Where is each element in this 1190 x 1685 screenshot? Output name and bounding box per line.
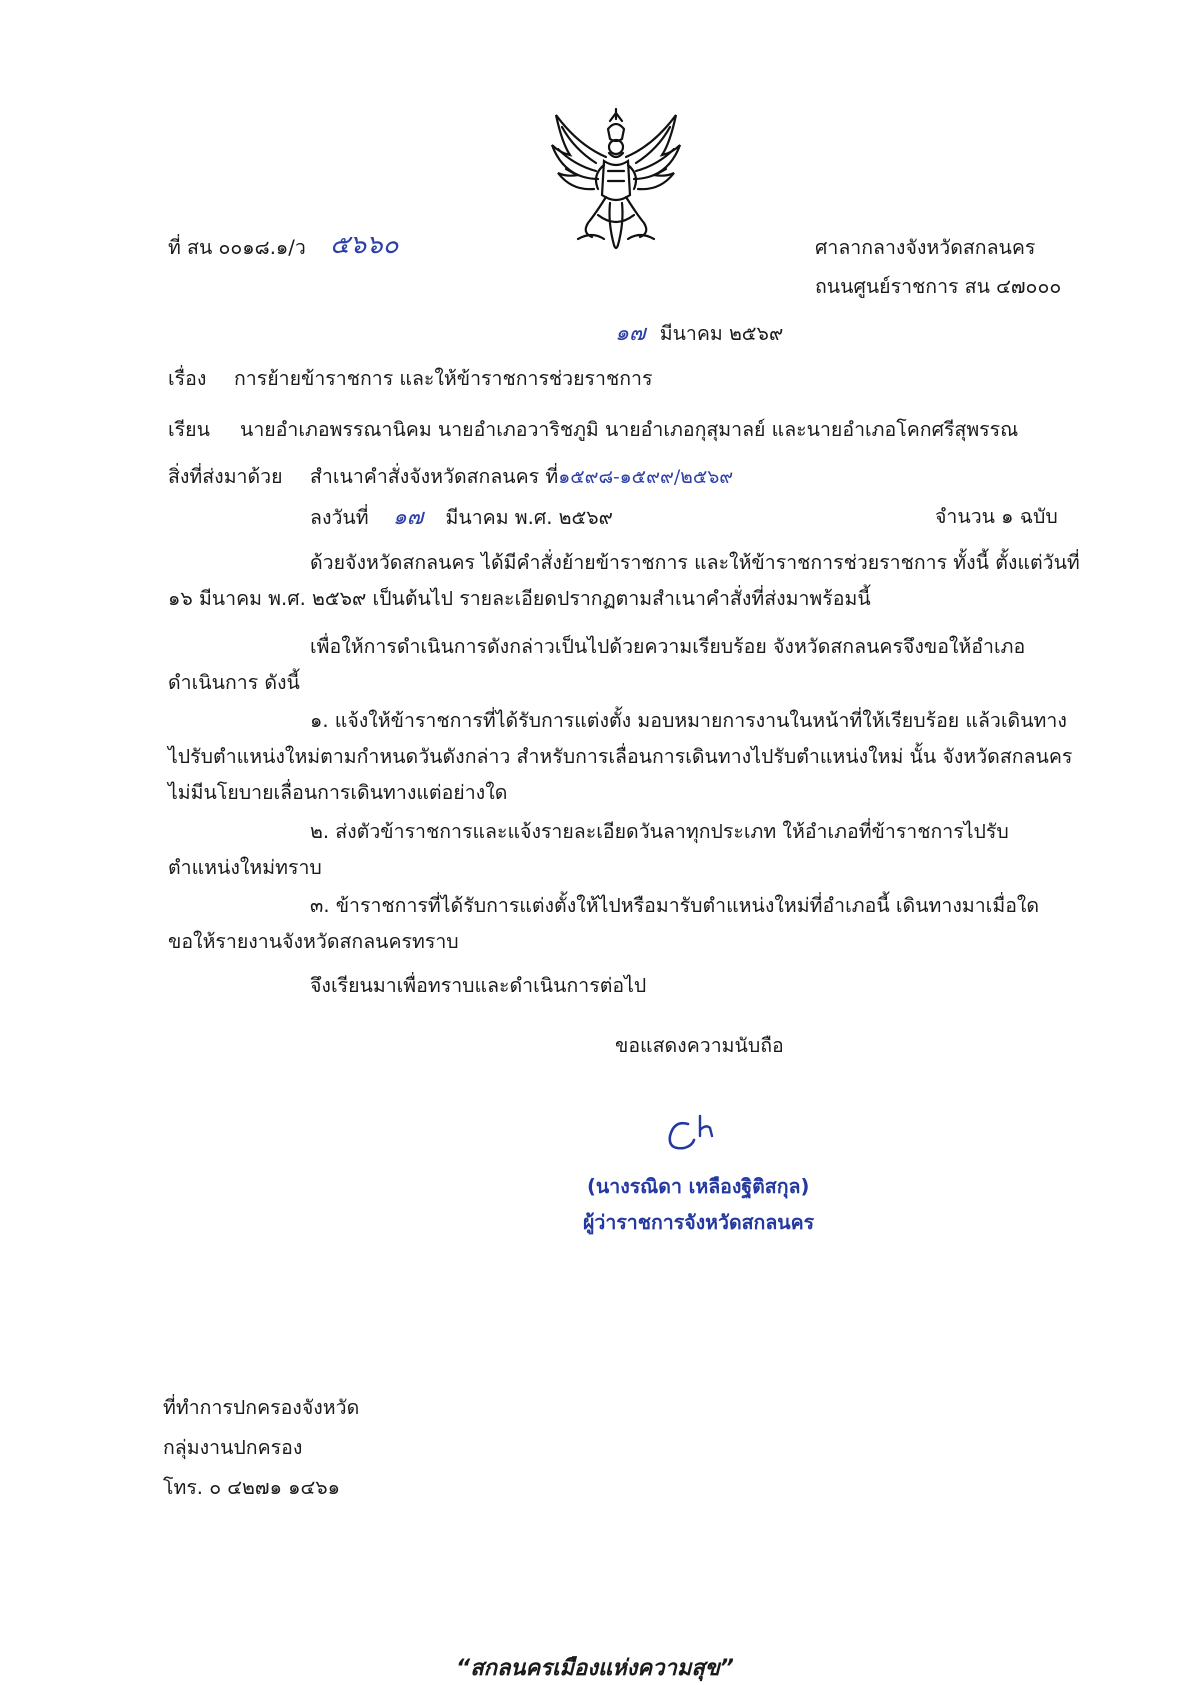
letter-date (615, 323, 783, 345)
closing-line: จึงเรียนมาเพื่อทราบและดำเนินการต่อไป (310, 974, 647, 997)
item-2: ๒. ส่งตัวข้าราชการและแจ้งรายละเอียดวันลาทุกประเภท ให้อำเภอที่ข้าราชการไปรับ ตำแหน่งใหม่ทราบ (168, 820, 1009, 879)
recipient-text: นายอำเภอพรรณานิคม นายอำเภอวาริชภูมิ นายอำเภอกุสุมาลย์ และนายอำเภอโคกศรีสุพรรณ (240, 418, 1019, 441)
reference-number: ที่ สน ๐๐๑๘.๑/ว (168, 236, 306, 259)
paragraph-1: ด้วยจังหวัดสกลนคร ได้มีคำสั่งย้ายข้าราชการ และให้ข้าราชการช่วยราชการ ทั้งนี้ ตั้งแต่วันที่ ๑๖ มีนาคม พ.ศ. ๒๕๖๙ เป็นต้นไป รายละเอียดปรากฏตามสำเนาคำสั่งที่ส่งมาพร้อมนี้ (168, 551, 1080, 610)
signatory-name: (นางรณิดา เหลืองฐิติสกุล) (587, 1175, 810, 1198)
item-1: ๑. แจ้งให้ข้าราชการที่ได้รับการแต่งตั้ง มอบหมายการงานในหน้าที่ให้เรียบร้อย แล้วเดินทาง ไปรับตำแหน่งใหม่ตามกำหนดวันดังกล่าว สำหรับการเลื่อนการเดินทางไปรับตำแหน่งใหม่ นั้น จังหวัดสกลนคร ไม่มีนโยบายเลื่อนการเดินทางแต่อย่างใด (168, 709, 1073, 804)
recipient-label: เรียน (168, 418, 210, 441)
handwritten-signature (660, 1110, 730, 1160)
office-address: ถนนศูนย์ราชการ สน ๔๗๐๐๐ (815, 275, 1062, 298)
footer-phone: โทร. ๐ ๔๒๗๑ ๑๔๖๑ (163, 1476, 341, 1499)
salutation: ขอแสดงความนับถือ (615, 1034, 784, 1057)
footer-department: ที่ทำการปกครองจังหวัด (163, 1396, 360, 1419)
paragraph-2: เพื่อให้การดำเนินการดังกล่าวเป็นไปด้วยความเรียบร้อย จังหวัดสกลนครจึงขอให้อำเภอ ดำเนินการ ดังนี้ (168, 635, 1026, 694)
subject-text: การย้ายข้าราชการ และให้ข้าราชการช่วยราชการ (234, 367, 653, 390)
footer-group: กลุ่มงานปกครอง (163, 1436, 303, 1459)
garuda-emblem-icon (548, 105, 684, 255)
reference-number-handwritten: ๕๖๖๐ (330, 230, 399, 260)
signatory-title: ผู้ว่าราชการจังหวัดสกลนคร (583, 1211, 815, 1234)
date-day-handwritten: ๑๗ (615, 321, 646, 346)
province-slogan: “สกลนครเมืองแห่งความสุข” (456, 1656, 734, 1681)
order-number-handwritten: ๑๕๙๘-๑๕๙๙/๒๕๖๙ (558, 466, 734, 488)
enclosure-count: จำนวน ๑ ฉบับ (935, 505, 1058, 528)
office-name: ศาลากลางจังหวัดสกลนคร (815, 236, 1036, 259)
item-3: ๓. ข้าราชการที่ได้รับการแต่งตั้งให้ไปหรือมารับตำแหน่งใหม่ที่อำเภอนี้ เดินทางมาเมื่อใด ขอให้รายงานจังหวัดสกลนครทราบ (168, 894, 1040, 953)
enclosure-text: สำเนาคำสั่งจังหวัดสกลนคร ที่๑๕๙๘-๑๕๙๙/๒๕๖๙ (310, 465, 734, 488)
enclosure-date-day-handwritten: ๑๗ (392, 505, 424, 530)
enclosure-label: สิ่งที่ส่งมาด้วย (168, 465, 283, 488)
enclosure-date: ลงวันที่ ๑๗ มีนาคม พ.ศ. ๒๕๖๙ (310, 505, 613, 530)
date-month-year: มีนาคม ๒๕๖๙ (659, 322, 784, 345)
subject-label: เรื่อง (168, 367, 207, 390)
